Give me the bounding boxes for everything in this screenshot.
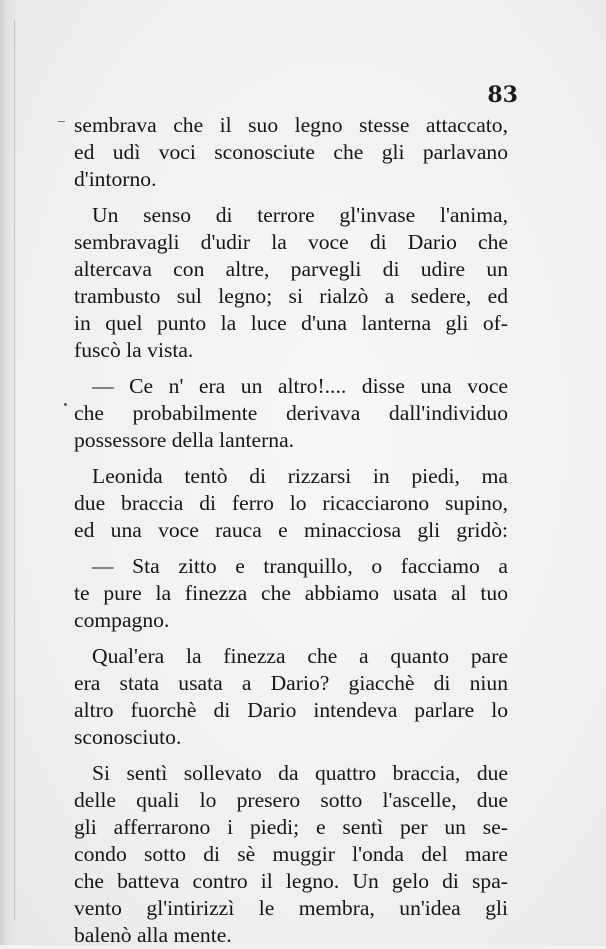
text-line: Si sentì sollevato da quattro braccia, due xyxy=(92,761,508,785)
page-number: 83 xyxy=(487,82,518,108)
text-line: sembravagli d'udir la voce di Dario che xyxy=(74,230,508,254)
text-line: sembrava che il suo legno stesse attaccato, xyxy=(74,113,508,137)
text-line: balenò alla mente. xyxy=(74,923,232,947)
paragraph xyxy=(74,463,508,544)
text-line: delle quali lo presero sotto l'ascelle, due xyxy=(74,788,508,812)
text-line: Qual'era la finezza che a quanto pare xyxy=(92,644,508,668)
text-line: in quel punto la luce d'una lanterna gli of- xyxy=(74,311,508,335)
text-line: altercava con altre, parvegli di udire un xyxy=(74,257,508,281)
text-line: sconosciuto. xyxy=(74,725,182,749)
paragraph xyxy=(74,202,508,364)
text-line: fuscò la vista. xyxy=(74,338,194,362)
text-line: vento gl'intirizzì le membra, un'idea gli xyxy=(74,896,508,920)
text-line: trambusto sul legno; si rialzò a sedere, ed xyxy=(74,284,508,308)
page-fold-shadow xyxy=(0,0,18,945)
text-line: era stata usata a Dario? giacchè di niun xyxy=(74,671,508,695)
body-text xyxy=(74,112,508,949)
paragraph xyxy=(74,643,508,751)
paragraph xyxy=(74,373,508,454)
text-line: te pure la finezza che abbiamo usata al tuo xyxy=(74,581,508,605)
text-line: Leonida tentò di rizzarsi in piedi, ma xyxy=(92,464,508,488)
text-line: — Ce n' era un altro!.... disse una voce xyxy=(92,374,508,398)
paragraph xyxy=(74,760,508,949)
page-fold-line xyxy=(14,20,15,920)
text-line: d'intorno. xyxy=(74,167,157,191)
paragraph xyxy=(74,553,508,634)
text-line: compagno. xyxy=(74,608,170,632)
text-line: due braccia di ferro lo ricacciarono supino, xyxy=(74,491,508,515)
text-line: condo sotto di sè muggir l'onda del mare xyxy=(74,842,508,866)
text-line: possessore della lanterna. xyxy=(74,428,295,452)
text-line: — Sta zitto e tranquillo, o facciamo a xyxy=(92,554,508,578)
text-line: che batteva contro il legno. Un gelo di spa- xyxy=(74,869,508,893)
text-line: ed una voce rauca e minacciosa gli gridò: xyxy=(74,518,508,542)
ink-speck xyxy=(64,403,67,406)
paragraph xyxy=(74,112,508,193)
text-line: gli afferrarono i piedi; e sentì per un se- xyxy=(74,815,508,839)
text-line: ed udì voci sconosciute che gli parlavano xyxy=(74,140,508,164)
text-line: altro fuorchè di Dario intendeva parlare lo xyxy=(74,698,508,722)
text-line: Un senso di terrore gl'invase l'anima, xyxy=(92,203,508,227)
margin-mark xyxy=(58,121,65,122)
text-line: che probabilmente derivava dall'individuo xyxy=(74,401,508,425)
